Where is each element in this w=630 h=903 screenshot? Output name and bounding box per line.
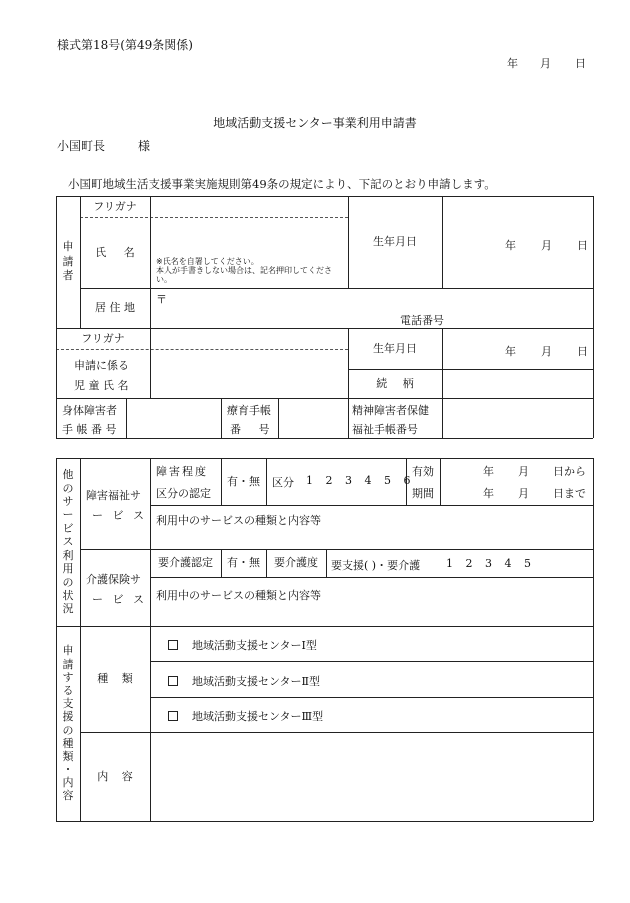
valid-to-year: 年 (483, 487, 494, 500)
relation-label: 続 柄 (376, 376, 414, 390)
care-services-in-use-label: 利用中のサービスの種類と内容等 (156, 589, 321, 602)
applicant-birthdate-label: 生年月日 (373, 235, 417, 249)
phone-label: 電話番号 (400, 314, 444, 327)
applicant-birthdate-field[interactable] (442, 197, 593, 288)
disability-yes-no[interactable]: 有・無 (227, 474, 260, 488)
valid-from-month: 月 (518, 465, 529, 478)
valid-to-month: 月 (518, 487, 529, 500)
care-level-options[interactable]: 要支援( )・要介護 (331, 559, 421, 572)
addressee: 小国町長 (57, 139, 106, 153)
header-date-day: 日 (575, 57, 586, 70)
support-content-label: 内 容 (97, 769, 133, 783)
other-services-section-label: 他 の サ ー ビ ス 利 用 の 状 況 (62, 468, 74, 616)
child-birth-year: 年 (505, 345, 516, 358)
document-title: 地域活動支援センター事業利用申請書 (213, 116, 417, 130)
header-date-year: 年 (507, 57, 518, 70)
child-furigana-label: フリガナ (81, 331, 125, 345)
welfare-services-in-use-field[interactable] (150, 506, 593, 549)
support-option-type-2[interactable]: 地域活動支援センターⅡ型 (168, 673, 320, 689)
welfare-service-label-1: 障害福祉サ (86, 489, 141, 502)
care-level-label: 要介護度 (274, 556, 318, 570)
care-certification-label: 要介護認定 (158, 556, 213, 570)
applicant-birth-year: 年 (505, 239, 516, 252)
ryoiku-handbook-field[interactable] (278, 399, 348, 438)
physical-handbook-label-1: 身体障害者 (62, 404, 117, 417)
form-number: 様式第18号(第49条関係) (57, 38, 193, 52)
applicant-address-label: 居 住 地 (95, 301, 135, 315)
disability-level-label-2: 区分の認定 (156, 487, 211, 500)
header-date-month: 月 (540, 57, 551, 70)
support-option-type-1[interactable]: 地域活動支援センターⅠ型 (168, 637, 317, 653)
valid-period-label-1: 有効 (412, 465, 434, 478)
disability-level-label-1: 障害程度 (156, 465, 208, 478)
checkbox-icon[interactable] (168, 640, 178, 650)
checkbox-icon[interactable] (168, 676, 178, 686)
support-content-field[interactable] (150, 733, 593, 821)
physical-handbook-field[interactable] (126, 399, 221, 438)
child-furigana-field[interactable] (150, 329, 348, 349)
applicant-furigana-field[interactable] (150, 197, 348, 217)
applicant-address-field[interactable] (150, 289, 593, 328)
care-service-label-2: ー ビ ス (92, 593, 144, 606)
category-numbers[interactable]: 1 2 3 4 5 6 (306, 474, 411, 487)
valid-from-year: 年 (483, 465, 494, 478)
applicant-section-label: 申 請 者 (62, 239, 74, 283)
child-birthdate-field[interactable] (442, 329, 593, 369)
support-type-label: 種 類 (97, 672, 133, 686)
ryoiku-handbook-label-2: 番 号 (230, 423, 270, 436)
care-level-numbers[interactable]: 1 2 3 4 5 (446, 557, 531, 570)
valid-to-day: 日まで (553, 487, 586, 500)
postal-mark: 〒 (156, 293, 167, 306)
category-label: 区分 (272, 476, 294, 489)
honorific: 様 (138, 139, 151, 153)
ryoiku-handbook-label-1: 療育手帳 (227, 404, 271, 417)
child-birthdate-label: 生年月日 (373, 341, 417, 355)
care-yes-no[interactable]: 有・無 (227, 556, 260, 570)
intro-text: 小国町地域生活支援事業実施規則第49条の規定により、下記のとおり申請します。 (68, 177, 496, 191)
support-option-type-3[interactable]: 地域活動支援センターⅢ型 (168, 708, 323, 724)
support-section-label: 申 請 す る 支 援 の 種 類 ・ 内 容 (62, 644, 74, 803)
child-name-field[interactable] (150, 350, 348, 398)
child-birth-month: 月 (541, 345, 552, 358)
valid-period-label-2: 期間 (412, 487, 434, 500)
physical-handbook-label-2: 手 帳 番 号 (62, 423, 117, 436)
child-birth-day: 日 (577, 345, 588, 358)
welfare-services-in-use-label: 利用中のサービスの種類と内容等 (156, 514, 321, 527)
applicant-furigana-label: フリガナ (93, 199, 137, 213)
care-service-label-1: 介護保険サ (86, 573, 141, 586)
applicant-birth-month: 月 (541, 239, 552, 252)
mental-handbook-label-1: 精神障害者保健 (352, 404, 429, 417)
care-services-in-use-field[interactable] (150, 578, 593, 626)
mental-handbook-label-2: 福祉手帳番号 (352, 423, 418, 436)
applicant-birth-day: 日 (577, 239, 588, 252)
child-name-label-2: 児 童 氏 名 (74, 379, 129, 392)
mental-handbook-field[interactable] (442, 399, 593, 438)
checkbox-icon[interactable] (168, 711, 178, 721)
applicant-name-label: 氏 名 (95, 245, 135, 259)
welfare-service-label-2: ー ビ ス (92, 509, 144, 522)
child-name-label-1: 申請に係る (74, 359, 129, 372)
relation-field[interactable] (442, 370, 593, 398)
valid-from-day: 日から (553, 465, 586, 478)
applicant-name-note: ※氏名を自署してください。 本人が手書きしない場合は、記名押印してください。 (156, 257, 332, 285)
